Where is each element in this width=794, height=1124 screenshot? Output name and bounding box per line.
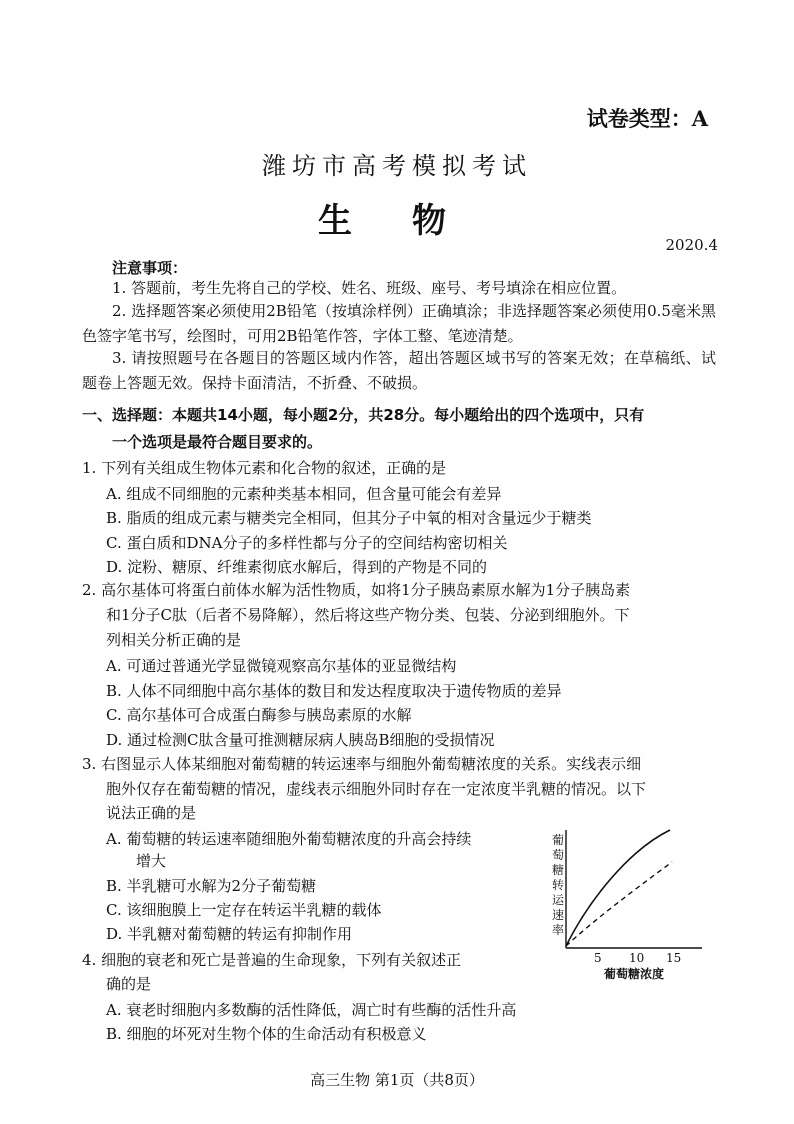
q1-stem: 1. 下列有关组成生物体元素和化合物的叙述，正确的是 [82, 459, 447, 477]
notice-item-1-text: 1. 答题前，考生先将自己的学校、姓名、班级、座号、考号填涂在相应位置。 [112, 279, 627, 297]
notice-item-2 [82, 299, 716, 349]
page-footer: 高三生物 第1页（共8页） [310, 1071, 484, 1089]
q3-option-b: B. 半乳糖可水解为2分子葡萄糖 [106, 877, 317, 895]
subject-title: 生物 [318, 201, 506, 241]
q3-option-a-line1: A. 葡萄糖的转运速率随细胞外葡萄糖浓度的升高会持续 [106, 830, 472, 848]
notice-item-1 [82, 276, 716, 301]
q4-stem-line2: 确的是 [106, 975, 152, 993]
x-tick-label: 5 [594, 951, 602, 965]
section-heading-line2: 一个选项是最符合题目要求的。 [112, 433, 323, 451]
section-heading-line1: 一、选择题：本题共14小题，每小题2分，共28分。每小题给出的四个选项中，只有 [82, 406, 645, 424]
exam-title: 潍坊市高考模拟考试 [262, 152, 532, 180]
x-tick-label: 10 [629, 951, 645, 965]
q3-stem-line3: 说法正确的是 [106, 804, 197, 822]
q1-option-c: C. 蛋白质和DNA分子的多样性都与分子的空间结构密切相关 [106, 534, 508, 552]
q3-option-d: D. 半乳糖对葡萄糖的转运有抑制作用 [106, 925, 353, 943]
ylabel-char: 葡 [552, 833, 565, 847]
paper-type-label: 试卷类型：A [586, 106, 708, 131]
q3-option-a-line2: 增大 [136, 852, 167, 870]
ylabel-char: 萄 [552, 848, 565, 862]
ylabel-char: 运 [552, 893, 565, 907]
q1-option-b: B. 脂质的组成元素与糖类完全相同，但其分子中氧的相对含量远少于糖类 [106, 509, 592, 527]
q4-option-a: A. 衰老时细胞内多数酶的活性降低，凋亡时有些酶的活性升高 [106, 1001, 517, 1019]
dashed-curve-with-galactose [566, 862, 672, 946]
ylabel-char: 糖 [552, 863, 565, 877]
exam-date: 2020.4 [665, 236, 718, 254]
q2-stem-line1: 2. 高尔基体可将蛋白前体水解为活性物质，如将1分子胰岛素原水解为1分子胰岛素 [82, 581, 631, 599]
solid-curve-glucose-only [566, 830, 670, 946]
q2-stem-line2: 和1分子C肽（后者不易降解），然后将这些产物分类、包装、分泌到细胞外。下 [106, 606, 630, 624]
q3-stem-line2: 胞外仅存在葡萄糖的情况，虚线表示细胞外同时存在一定浓度半乳糖的情况。以下 [106, 780, 647, 798]
q1-option-d: D. 淀粉、糖原、纤维素彻底水解后，得到的产物是不同的 [106, 558, 488, 576]
ylabel-char: 率 [552, 923, 565, 937]
ylabel-char: 速 [552, 908, 565, 922]
notice-item-3 [82, 346, 716, 396]
q4-option-b: B. 细胞的坏死对生物个体的生命活动有积极意义 [106, 1025, 427, 1043]
x-axis-label: 葡萄糖浓度 [604, 967, 665, 981]
q4-stem-line1: 4. 细胞的衰老和死亡是普遍的生命现象，下列有关叙述正 [82, 951, 462, 969]
notice-title: 注意事项： [112, 259, 188, 277]
transport-rate-graph [544, 820, 704, 990]
notice-item-2-text: 2. 选择题答案必须使用2B铅笔（按填涂样例）正确填涂；非选择题答案必须使用0.5毫米黑色签字笔书写，绘图时，可用2B铅笔作答，字体工整、笔迹清楚。 [82, 302, 716, 345]
q2-option-c: C. 高尔基体可合成蛋白酶参与胰岛素原的水解 [106, 706, 412, 724]
q2-option-d: D. 通过检测C肽含量可推测糖尿病人胰岛B细胞的受损情况 [106, 731, 495, 749]
q1-option-a: A. 组成不同细胞的元素种类基本相同，但含量可能会有差异 [106, 485, 502, 503]
q2-option-a: A. 可通过普通光学显微镜观察高尔基体的亚显微结构 [106, 657, 457, 675]
q2-option-b: B. 人体不同细胞中高尔基体的数目和发达程度取决于遗传物质的差异 [106, 682, 562, 700]
notice-item-3-text: 3. 请按照题号在各题目的答题区域内作答，超出答题区域书写的答案无效；在草稿纸、试题卷上答题无效。保持卡面清洁，不折叠、不破损。 [82, 349, 716, 392]
q3-option-c: C. 该细胞膜上一定存在转运半乳糖的载体 [106, 901, 382, 919]
q3-stem-line1: 3. 右图显示人体某细胞对葡萄糖的转运速率与细胞外葡萄糖浓度的关系。实线表示细 [82, 755, 642, 773]
q2-stem-line3: 列相关分析正确的是 [106, 631, 242, 649]
x-tick-label: 15 [666, 951, 682, 965]
ylabel-char: 转 [552, 878, 565, 892]
